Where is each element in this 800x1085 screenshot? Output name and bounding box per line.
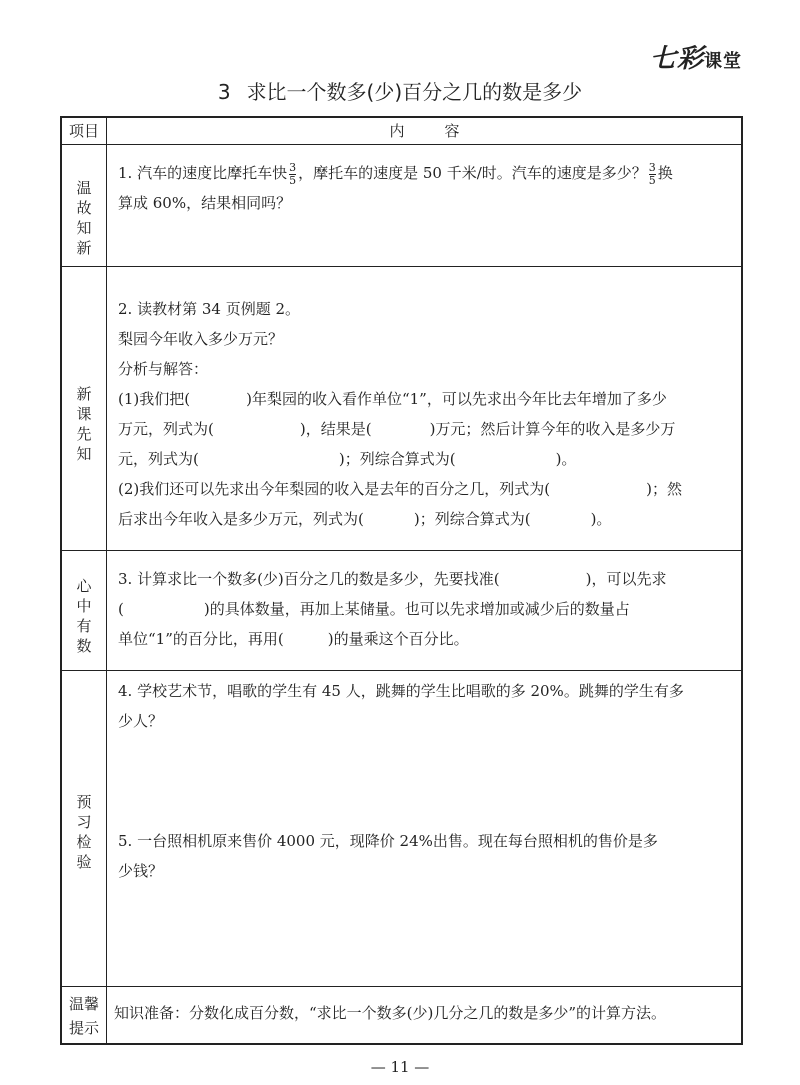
section-label-review: 温 故 知 新	[76, 179, 92, 257]
question-3: 3. 计算求比一个数多(少)百分之几的数是多少，先要找准( )，可以先求 ( )的具体数量，再加上某储量。也可以先求增加或减少后的数量占 单位“1”的百分比，再用( )的量乘这个百分比。	[118, 570, 667, 648]
row-divider	[62, 670, 741, 671]
row-divider	[62, 144, 741, 145]
question-5: 5. 一台照相机原来售价 4000 元，现降价 24%出售。现在每台照相机的售价是多 少钱？	[118, 832, 658, 880]
section-label-mind: 心 中 有 数	[76, 577, 92, 655]
brand-logo	[650, 38, 742, 75]
page-number: — 11 —	[370, 1058, 430, 1076]
question-1: 1. 汽车的速度比摩托车快 $\frac{3}{5}$ ，摩托车的速度是 50 千米/时。汽车的速度是多少？ $\frac{3}{5}$ 换 算成 60%，结果相同吗？	[118, 160, 673, 212]
section-label-preview: 新 课 先 知	[76, 385, 92, 463]
fraction-3-5: $\frac{3}{5}$	[648, 160, 656, 187]
fraction-3-5: $\frac{3}{5}$	[289, 160, 297, 187]
row-divider	[62, 266, 741, 267]
header-item: 项目	[68, 122, 99, 140]
row-divider	[62, 550, 741, 551]
brand-sub: 课堂	[704, 51, 742, 72]
question-4: 4. 学校艺术节，唱歌的学生有 45 人，跳舞的学生比唱歌的多 20%。跳舞的学生有多 少人？	[118, 682, 684, 730]
header-content: 内容	[389, 122, 500, 140]
question-2: 2. 读教材第 34 页例题 2。 梨园今年收入多少万元？ 分析与解答： (1)我们把( )年梨园的收入看作单位“1”，可以先求出今年比去年增加了多少 万元，列式为( )，结果是( )万元；然后计算今年的收入是多少万 元，列式为( )；列综合算式为( )。 (2)我们还可以先求出今年梨园的收入是去年的百分之几，列式为( )；然 后求出今年收入是多少万元，列式为( )；列综合算式为( )。	[118, 300, 682, 528]
page-title	[0, 76, 800, 105]
brand-main: 七彩	[649, 44, 704, 74]
column-divider	[106, 118, 107, 1043]
title-number: 3	[217, 80, 231, 104]
section-label-check: 预 习 检 验	[76, 793, 92, 871]
tip-text: 知识准备：分数化成百分数，“求比一个数多(少)几分之几的数是多少”的计算方法。	[114, 1004, 667, 1022]
worksheet-table	[60, 116, 743, 1045]
row-divider	[62, 986, 741, 987]
title-text: 求比一个数多(少)百分之几的数是多少	[246, 80, 583, 104]
section-label-tip: 温馨 提示	[68, 995, 99, 1037]
